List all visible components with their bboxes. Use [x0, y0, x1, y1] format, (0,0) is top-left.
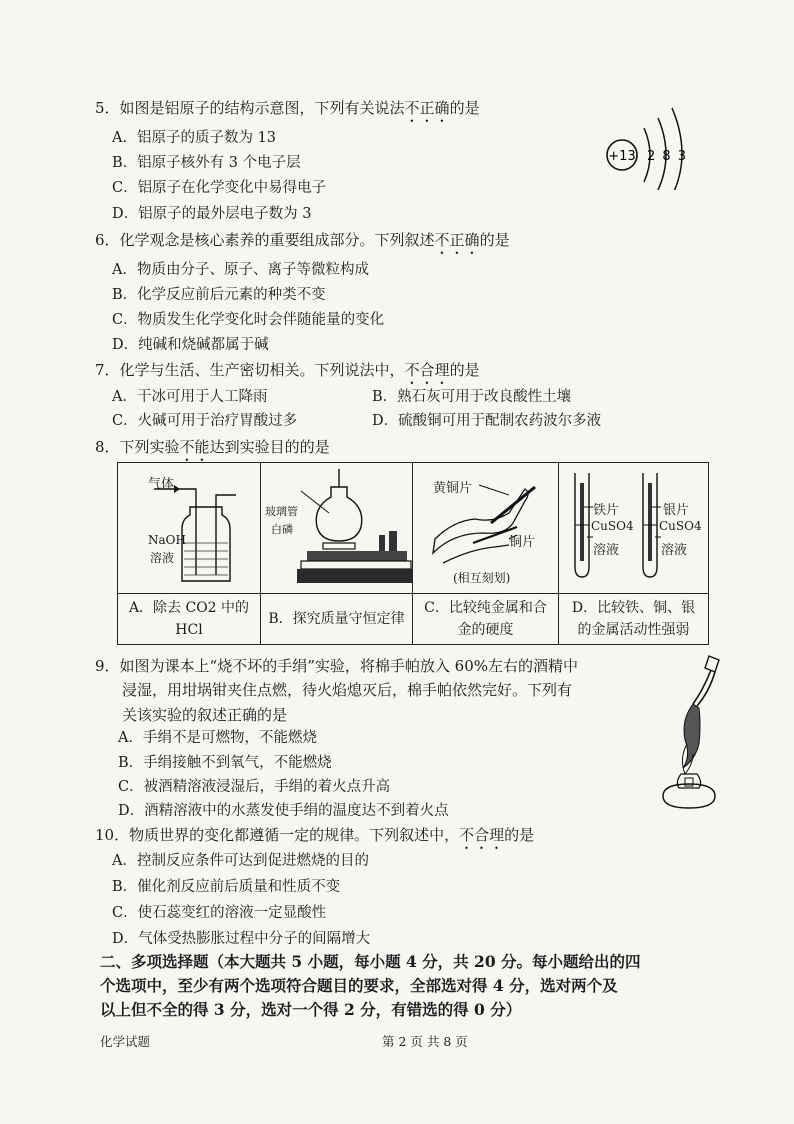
q9-stem-line3: 关该实验的叙述正确的是 — [122, 706, 288, 724]
q5-stem: 5．如图是铝原子的结构示意图，下列有关说法不正确的是 — [95, 99, 480, 117]
q7-option-a: A．干冰可用于人工降雨 — [112, 389, 268, 405]
q9-option-a: A．手绢不是可燃物，不能燃烧 — [118, 730, 317, 746]
label-iron-sheet: 铁片 — [593, 503, 620, 518]
q10-option-b: B．催化剂反应前后质量和性质不变 — [112, 879, 341, 895]
q8-stem: 8．下列实验不能达到实验目的的是 — [95, 438, 330, 456]
aluminum-atom-diagram — [600, 100, 710, 190]
q10-option-d: D．气体受热膨胀过程中分子的间隔增大 — [112, 931, 371, 947]
q10-option-a: A．控制反应条件可达到促进燃烧的目的 — [112, 853, 369, 869]
atom-nucleus: +13 — [608, 149, 636, 164]
label-cuso4-left: CuSO4 — [591, 519, 634, 533]
q5-option-c: C．铝原子在化学变化中易得电子 — [112, 180, 327, 196]
label-naoh: NaOH — [148, 533, 186, 547]
q8-experiment-table — [117, 462, 709, 645]
label-glass-tube: 玻璃管 — [265, 505, 298, 518]
q6-option-c: C．物质发生化学变化时会伴随能量的变化 — [112, 312, 385, 328]
q9-option-c: C．被酒精溶液浸湿后，手绢的着火点升高 — [118, 779, 391, 795]
q7-option-b: B．熟石灰可用于改良酸性土壤 — [372, 389, 572, 405]
label-white-phosphorus: 白磷 — [271, 523, 293, 536]
fig-c-scratch-test — [413, 463, 559, 593]
atom-shells: 2 8 3 — [647, 149, 687, 164]
q9-stem-line2: 浸湿，用坩埚钳夹住点燃，待火焰熄灭后，棉手帕依然完好。下列有 — [122, 681, 573, 699]
q5-option-d: D．铝原子的最外层电子数为 3 — [112, 206, 312, 222]
label-solution-d-left: 溶液 — [593, 543, 620, 558]
q5-option-b: B．铝原子核外有 3 个电子层 — [112, 155, 301, 171]
burning-handkerchief-illustration — [655, 650, 745, 815]
q9-option-b: B．手绢接触不到氧气，不能燃烧 — [118, 755, 332, 771]
label-silver-sheet: 银片 — [663, 503, 690, 518]
label-brass-sheet: 黄铜片 — [433, 481, 473, 496]
fig-a-gas-washing-bottle — [118, 463, 261, 593]
fig-b-balance — [261, 463, 413, 593]
q10-option-c: C．使石蕊变红的溶液一定显酸性 — [112, 905, 327, 921]
label-mutual-scratch: (相互刻划) — [453, 571, 511, 585]
footer-subject: 化学试题 — [100, 1034, 151, 1049]
label-solution-d-right: 溶液 — [661, 543, 688, 558]
fig-d-test-tubes — [559, 463, 708, 593]
q7-option-d: D．硫酸铜可用于配制农药波尔多液 — [372, 413, 602, 429]
q7-option-c: C．火碱可用于治疗胃酸过多 — [112, 413, 298, 429]
q7-stem: 7．化学与生活、生产密切相关。下列说法中，不合理的是 — [95, 361, 480, 379]
q8-caption-c: C．比较纯金属和合 金的硬度 — [413, 593, 559, 644]
q6-option-b: B．化学反应前后元素的种类不变 — [112, 287, 326, 303]
q9-option-d: D．酒精溶液中的水蒸发使手绢的温度达不到着火点 — [118, 803, 449, 819]
footer-page-number: 第 2 页 共 8 页 — [382, 1034, 468, 1049]
label-cuso4-right: CuSO4 — [659, 519, 702, 533]
q8-caption-b: B．探究质量守恒定律 — [261, 593, 413, 644]
label-solution-a: 溶液 — [150, 551, 175, 565]
q9-stem-line1: 9．如图为课本上“烧不坏的手绢”实验，将棉手帕放入 60%左右的酒精中 — [95, 657, 578, 675]
q6-stem: 6．化学观念是核心素养的重要组成部分。下列叙述不正确的是 — [95, 231, 510, 249]
label-copper-sheet: 铜片 — [509, 535, 536, 550]
q5-option-a: A．铝原子的质子数为 13 — [112, 130, 277, 146]
section2-line1: 二、多项选择题（本大题共 5 小题，每小题 4 分，共 20 分。每小题给出的四 — [100, 952, 641, 971]
q6-option-d: D．纯碱和烧碱都属于碱 — [112, 337, 269, 353]
q8-caption-a: A．除去 CO2 中的 HCl — [118, 593, 261, 644]
q8-caption-d: D．比较铁、铜、银 的金属活动性强弱 — [559, 593, 708, 644]
label-gas: 气体 — [148, 477, 175, 492]
section2-line2: 个选项中，至少有两个选项符合题目的要求，全部选对得 4 分，选对两个及 — [100, 976, 618, 995]
section2-line3: 以上但不全的得 3 分，选对一个得 2 分，有错选的得 0 分） — [100, 1000, 522, 1019]
q6-option-a: A．物质由分子、原子、离子等微粒构成 — [112, 262, 369, 278]
q10-stem: 10．物质世界的变化都遵循一定的规律。下列叙述中，不合理的是 — [95, 826, 535, 844]
